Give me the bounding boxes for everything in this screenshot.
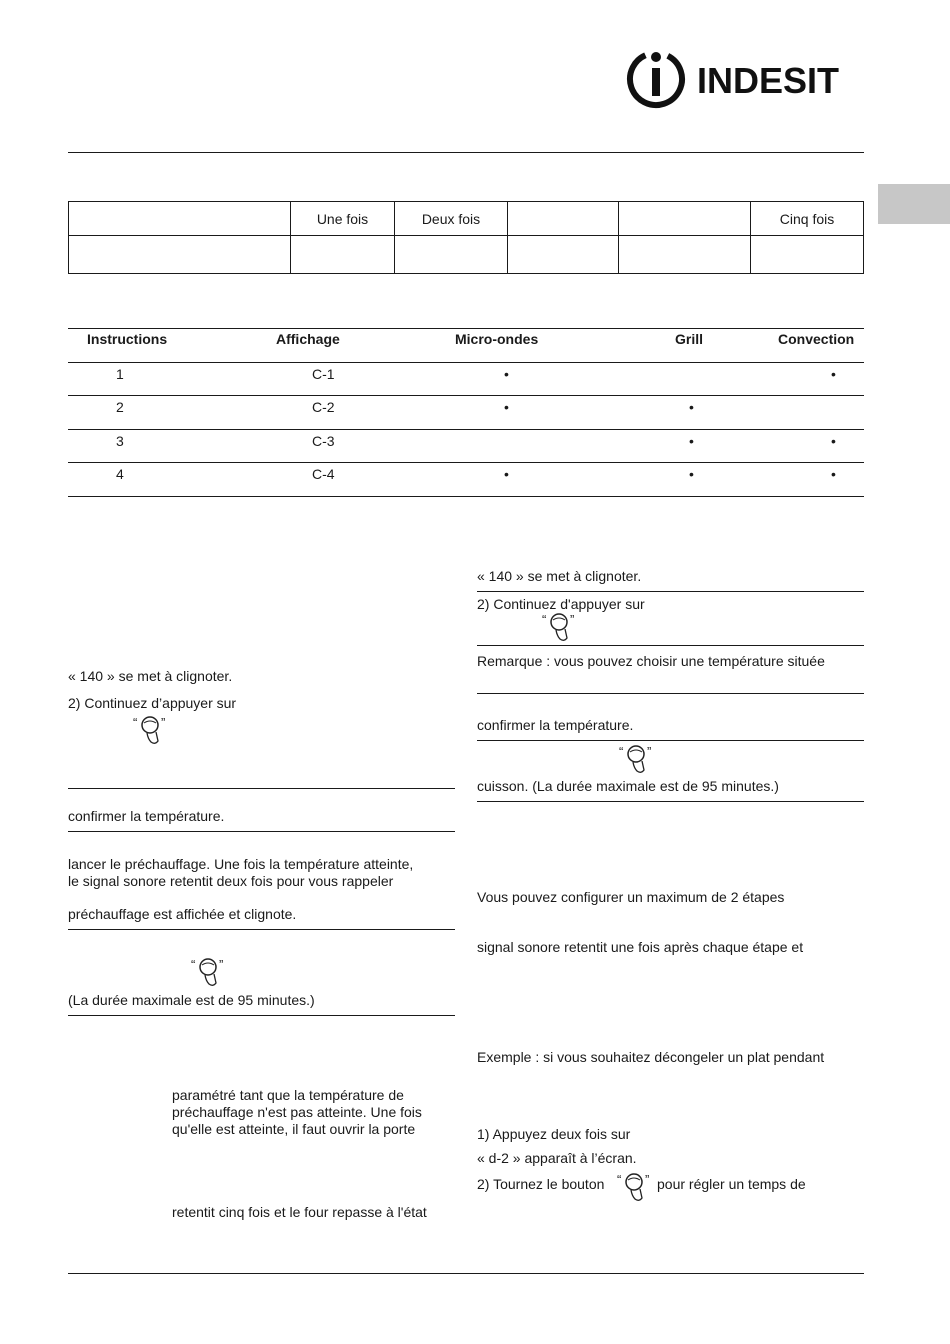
table-cell <box>508 202 619 236</box>
text-rule <box>68 1015 455 1016</box>
row-num: 2 <box>116 399 124 415</box>
indesit-logo <box>625 45 865 113</box>
svg-text:”: ” <box>645 1172 650 1187</box>
svg-text:“: “ <box>133 715 138 730</box>
row-grill: • <box>689 466 694 482</box>
table-rule <box>68 462 864 463</box>
table-cell <box>69 236 291 274</box>
svg-text:“: “ <box>191 957 196 972</box>
text-line: retentit cinq fois et le four repasse à l'état <box>172 1204 427 1220</box>
text-line: préchauffage est affichée et clignote. <box>68 906 297 922</box>
table-cell <box>291 236 395 274</box>
text-line: lancer le préchauffage. Une fois la température atteinte, <box>68 856 414 872</box>
table-rule <box>68 496 864 497</box>
bottom-rule <box>68 1273 864 1274</box>
header-grill: Grill <box>675 331 704 347</box>
knob-press-icon <box>619 742 655 776</box>
text-line: 2) Tournez le bouton <box>477 1176 605 1192</box>
header-convection: Convection <box>778 331 855 347</box>
svg-text:“: “ <box>617 1172 622 1187</box>
table-cell <box>619 236 751 274</box>
text-line: 2) Continuez d’appuyer sur <box>68 695 237 711</box>
side-tab <box>878 184 950 224</box>
knob-press-icon <box>542 610 578 644</box>
text-rule <box>477 591 864 592</box>
knob-press-icon <box>191 955 227 989</box>
row-display: C-2 <box>312 399 335 415</box>
text-line: (La durée maximale est de 95 minutes.) <box>68 992 315 1008</box>
text-line: qu'elle est atteinte, il faut ouvrir la porte <box>172 1121 416 1137</box>
table-cell <box>751 236 864 274</box>
row-conv: • <box>831 366 836 382</box>
knob-press-icon <box>617 1170 653 1204</box>
text-line: Vous pouvez configurer un maximum de 2 étapes <box>477 889 785 905</box>
presses-table <box>68 201 864 274</box>
text-line: pour régler un temps de <box>657 1176 806 1192</box>
text-rule <box>68 929 455 930</box>
table-row <box>69 236 864 274</box>
text-rule <box>477 693 864 694</box>
table-rule <box>68 362 864 363</box>
table-cell: Deux fois <box>395 202 508 236</box>
text-line: « 140 » se met à clignoter. <box>477 568 642 584</box>
text-line: « d-2 » apparaît à l’écran. <box>477 1150 637 1166</box>
text-line: Remarque : vous pouvez choisir une température située <box>477 653 825 669</box>
svg-text:”: ” <box>219 957 224 972</box>
text-line: 1) Appuyez deux fois sur <box>477 1126 631 1142</box>
table-cell <box>619 202 751 236</box>
row-display: C-4 <box>312 466 335 482</box>
text-line: 2) Continuez d'appuyer sur <box>477 596 645 612</box>
svg-text:“: “ <box>542 612 547 627</box>
text-line: paramétré tant que la température de <box>172 1087 404 1103</box>
text-line: confirmer la température. <box>477 717 634 733</box>
table-row <box>69 202 864 236</box>
brand-name: INDESIT <box>697 60 840 101</box>
row-display: C-1 <box>312 366 335 382</box>
text-line: « 140 » se met à clignoter. <box>68 668 233 684</box>
table-rule <box>68 395 864 396</box>
svg-text:”: ” <box>570 612 575 627</box>
table-rule <box>68 429 864 430</box>
table-cell <box>69 202 291 236</box>
table-cell <box>395 236 508 274</box>
row-num: 1 <box>116 366 124 382</box>
text-rule <box>68 831 455 832</box>
row-num: 4 <box>116 466 124 482</box>
table-cell: Cinq fois <box>751 202 864 236</box>
table-rule <box>68 328 864 329</box>
text-line: Exemple : si vous souhaitez décongeler un plat pendant <box>477 1049 825 1065</box>
row-display: C-3 <box>312 433 335 449</box>
text-line: signal sonore retentit une fois après chaque étape et <box>477 939 804 955</box>
row-conv: • <box>831 466 836 482</box>
text-line: confirmer la température. <box>68 808 225 824</box>
row-grill: • <box>689 433 694 449</box>
svg-text:“: “ <box>619 744 624 759</box>
row-micro: • <box>504 399 509 415</box>
svg-text:”: ” <box>161 715 166 730</box>
text-line: préchauffage n'est pas atteinte. Une fois <box>172 1104 422 1120</box>
text-rule <box>68 788 455 789</box>
row-micro: • <box>504 466 509 482</box>
text-line: cuisson. (La durée maximale est de 95 minutes.) <box>477 778 779 794</box>
header-affichage: Affichage <box>276 331 340 347</box>
text-rule <box>477 740 864 741</box>
text-line: le signal sonore retentit deux fois pour vous rappeler <box>68 873 394 889</box>
header-instructions: Instructions <box>87 331 168 347</box>
row-grill: • <box>689 399 694 415</box>
svg-text:”: ” <box>647 744 652 759</box>
top-rule <box>68 152 864 153</box>
row-num: 3 <box>116 433 124 449</box>
header-micro-ondes: Micro-ondes <box>455 331 539 347</box>
row-conv: • <box>831 433 836 449</box>
text-rule <box>477 645 864 646</box>
row-micro: • <box>504 366 509 382</box>
text-rule <box>477 801 864 802</box>
table-cell <box>508 236 619 274</box>
table-cell: Une fois <box>291 202 395 236</box>
knob-press-icon <box>133 713 169 747</box>
